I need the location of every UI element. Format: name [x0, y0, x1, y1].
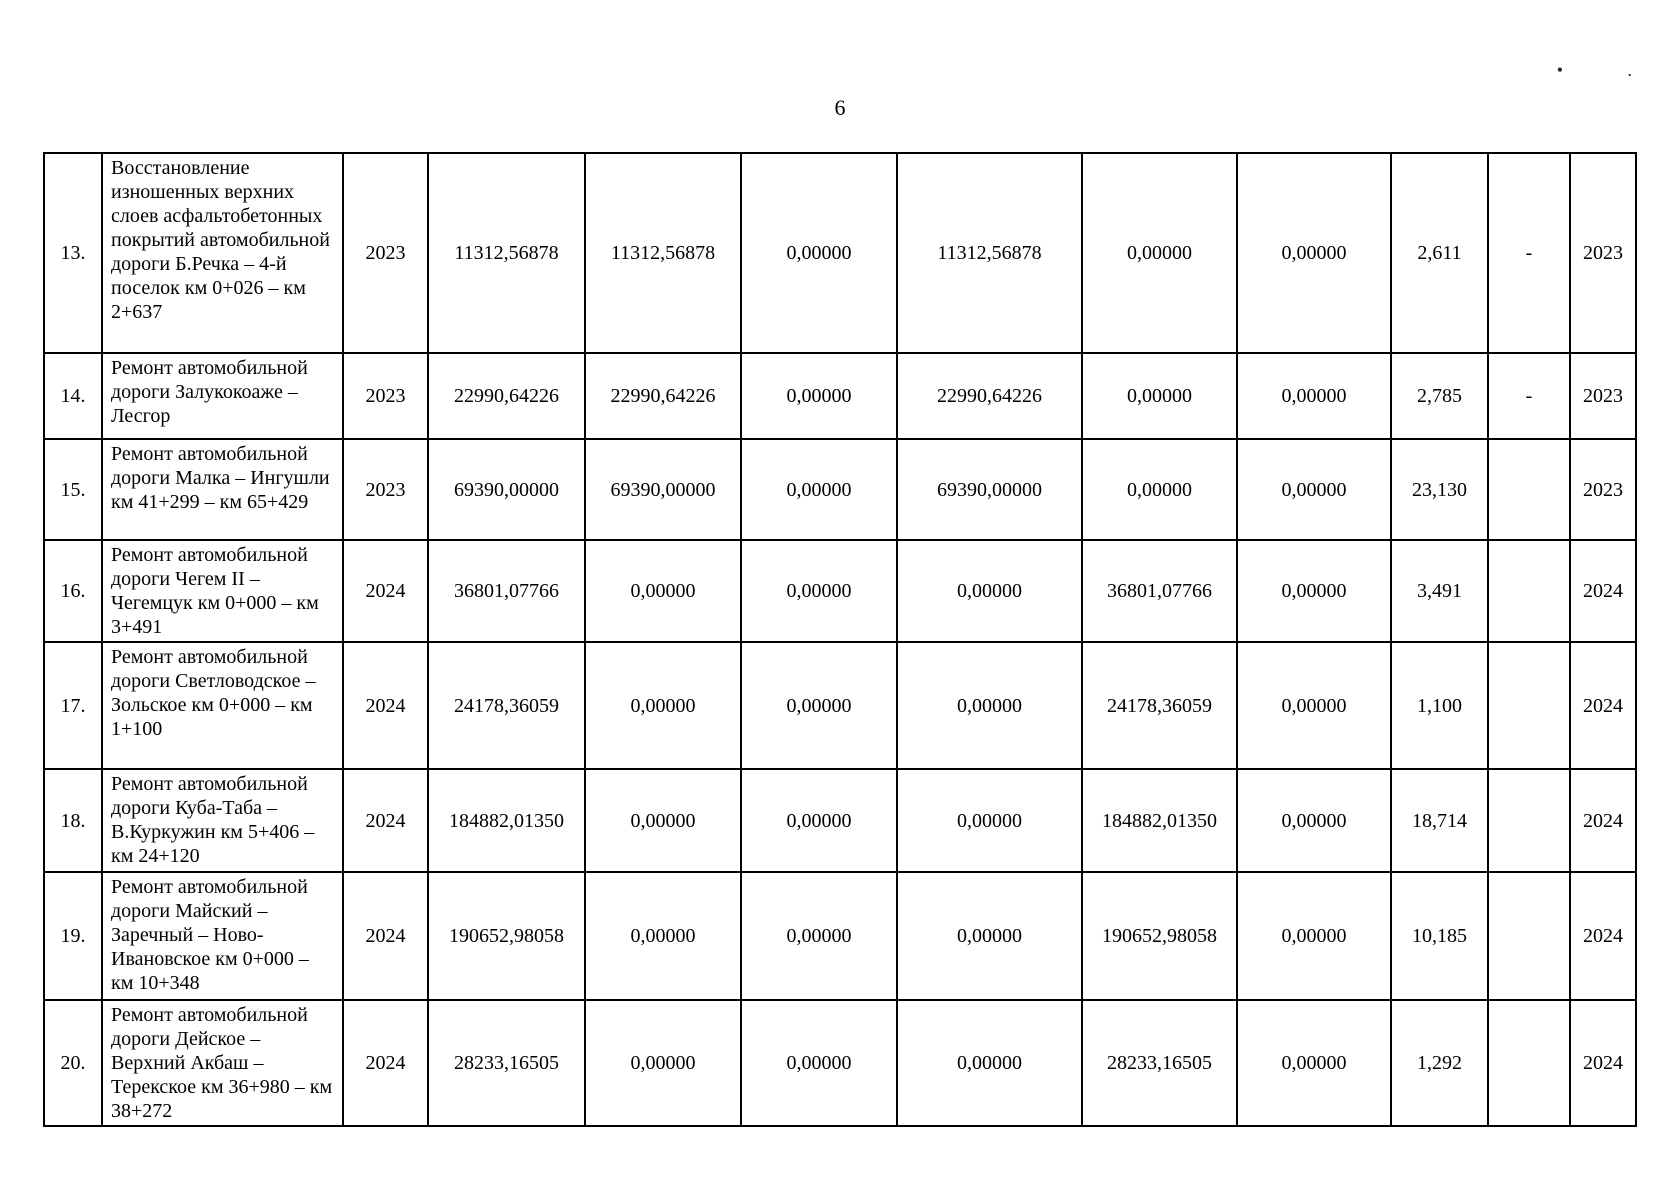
table-row: [44, 642, 1636, 769]
amount-col-3: 11312,56878: [897, 153, 1082, 353]
object-name: Ремонт автомобильной дороги Куба-Таба – В.Куркужин км 5+406 – км 24+120: [102, 769, 343, 872]
total-amount: 11312,56878: [428, 153, 585, 353]
amount-col-1: 0,00000: [585, 769, 741, 872]
mark-cell: -: [1488, 353, 1570, 439]
amount-col-4: 0,00000: [1082, 353, 1237, 439]
completion-year: 2023: [1570, 153, 1636, 353]
row-number: 20.: [44, 1000, 102, 1126]
amount-col-3: 0,00000: [897, 540, 1082, 642]
completion-year: 2023: [1570, 353, 1636, 439]
amount-col-4: 0,00000: [1082, 439, 1237, 540]
completion-year: 2023: [1570, 439, 1636, 540]
amount-col-4: 24178,36059: [1082, 642, 1237, 769]
completion-year: 2024: [1570, 642, 1636, 769]
row-number: 14.: [44, 353, 102, 439]
table-row: [44, 1000, 1636, 1126]
amount-col-2: 0,00000: [741, 769, 897, 872]
amount-col-5: 0,00000: [1237, 540, 1391, 642]
start-year: 2024: [343, 642, 428, 769]
completion-year: 2024: [1570, 872, 1636, 1000]
object-name: Ремонт автомобильной дороги Залукокоаже – Лесгор: [102, 353, 343, 439]
road-works-table: [43, 152, 1637, 1127]
table-row: [44, 353, 1636, 439]
object-name: Ремонт автомобильной дороги Дейское – Верхний Акбаш – Терекское км 36+980 – км 38+272: [102, 1000, 343, 1126]
amount-col-5: 0,00000: [1237, 872, 1391, 1000]
object-name: Ремонт автомобильной дороги Майский – Заречный – Ново-Ивановское км 0+000 – км 10+348: [102, 872, 343, 1000]
completion-year: 2024: [1570, 1000, 1636, 1126]
mark-cell: -: [1488, 153, 1570, 353]
table-body: [44, 153, 1636, 1126]
total-amount: 22990,64226: [428, 353, 585, 439]
mark-cell: [1488, 642, 1570, 769]
amount-col-3: 0,00000: [897, 1000, 1082, 1126]
amount-col-2: 0,00000: [741, 642, 897, 769]
start-year: 2024: [343, 872, 428, 1000]
total-amount: 184882,01350: [428, 769, 585, 872]
total-amount: 190652,98058: [428, 872, 585, 1000]
start-year: 2024: [343, 1000, 428, 1126]
amount-col-2: 0,00000: [741, 540, 897, 642]
road-length: 3,491: [1391, 540, 1488, 642]
amount-col-4: 0,00000: [1082, 153, 1237, 353]
object-name: Ремонт автомобильной дороги Чегем II – Чегемцук км 0+000 – км 3+491: [102, 540, 343, 642]
object-name: Восстановление изношенных верхних слоев асфальтобетонных покрытий автомобильной дороги Б.Речка – 4-й поселок км 0+026 – км 2+637: [102, 153, 343, 353]
amount-col-1: 11312,56878: [585, 153, 741, 353]
total-amount: 28233,16505: [428, 1000, 585, 1126]
page-number: 6: [834, 95, 846, 120]
mark-cell: [1488, 1000, 1570, 1126]
amount-col-4: 190652,98058: [1082, 872, 1237, 1000]
amount-col-1: 0,00000: [585, 872, 741, 1000]
amount-col-2: 0,00000: [741, 872, 897, 1000]
amount-col-2: 0,00000: [741, 353, 897, 439]
mark-cell: [1488, 769, 1570, 872]
amount-col-1: 0,00000: [585, 642, 741, 769]
row-number: 19.: [44, 872, 102, 1000]
table-row: [44, 153, 1636, 353]
road-length: 1,100: [1391, 642, 1488, 769]
amount-col-4: 28233,16505: [1082, 1000, 1237, 1126]
amount-col-1: 22990,64226: [585, 353, 741, 439]
road-length: 1,292: [1391, 1000, 1488, 1126]
row-number: 17.: [44, 642, 102, 769]
amount-col-5: 0,00000: [1237, 439, 1391, 540]
object-name: Ремонт автомобильной дороги Светловодское – Зольское км 0+000 – км 1+100: [102, 642, 343, 769]
amount-col-1: 0,00000: [585, 1000, 741, 1126]
amount-col-4: 36801,07766: [1082, 540, 1237, 642]
amount-col-5: 0,00000: [1237, 642, 1391, 769]
start-year: 2023: [343, 153, 428, 353]
amount-col-1: 0,00000: [585, 540, 741, 642]
row-number: 18.: [44, 769, 102, 872]
completion-year: 2024: [1570, 540, 1636, 642]
amount-col-5: 0,00000: [1237, 769, 1391, 872]
start-year: 2024: [343, 769, 428, 872]
amount-col-4: 184882,01350: [1082, 769, 1237, 872]
mark-cell: [1488, 439, 1570, 540]
start-year: 2023: [343, 353, 428, 439]
row-number: 16.: [44, 540, 102, 642]
total-amount: 69390,00000: [428, 439, 585, 540]
table-row: [44, 769, 1636, 872]
amount-col-5: 0,00000: [1237, 1000, 1391, 1126]
amount-col-5: 0,00000: [1237, 353, 1391, 439]
amount-col-3: 0,00000: [897, 872, 1082, 1000]
table-row: [44, 540, 1636, 642]
row-number: 15.: [44, 439, 102, 540]
road-length: 2,785: [1391, 353, 1488, 439]
road-length: 23,130: [1391, 439, 1488, 540]
road-length: 2,611: [1391, 153, 1488, 353]
amount-col-5: 0,00000: [1237, 153, 1391, 353]
amount-col-3: 0,00000: [897, 769, 1082, 872]
completion-year: 2024: [1570, 769, 1636, 872]
amount-col-1: 69390,00000: [585, 439, 741, 540]
amount-col-3: 69390,00000: [897, 439, 1082, 540]
scan-artifact-marks: • .: [1556, 60, 1662, 80]
amount-col-2: 0,00000: [741, 153, 897, 353]
total-amount: 24178,36059: [428, 642, 585, 769]
amount-col-3: 22990,64226: [897, 353, 1082, 439]
table-row: [44, 439, 1636, 540]
object-name: Ремонт автомобильной дороги Малка – Ингушли км 41+299 – км 65+429: [102, 439, 343, 540]
amount-col-2: 0,00000: [741, 1000, 897, 1126]
amount-col-2: 0,00000: [741, 439, 897, 540]
mark-cell: [1488, 872, 1570, 1000]
row-number: 13.: [44, 153, 102, 353]
road-length: 18,714: [1391, 769, 1488, 872]
start-year: 2023: [343, 439, 428, 540]
amount-col-3: 0,00000: [897, 642, 1082, 769]
start-year: 2024: [343, 540, 428, 642]
mark-cell: [1488, 540, 1570, 642]
road-length: 10,185: [1391, 872, 1488, 1000]
table-row: [44, 872, 1636, 1000]
total-amount: 36801,07766: [428, 540, 585, 642]
